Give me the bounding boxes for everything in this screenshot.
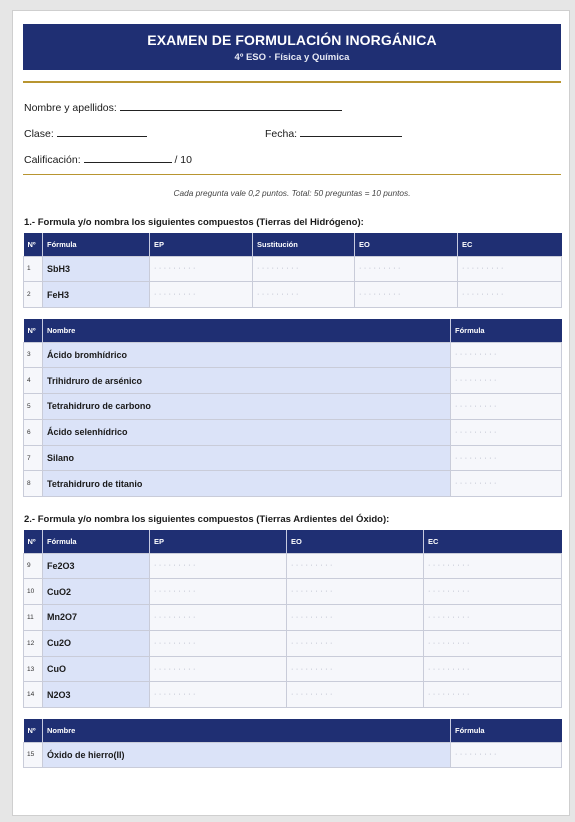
question-number: 4 (24, 368, 43, 394)
table-row (24, 553, 562, 579)
question-number: 1 (24, 256, 43, 282)
date-line[interactable] (300, 127, 402, 137)
answer-cell[interactable]: · · · · · · · · · (458, 282, 562, 308)
answer-cell[interactable]: · · · · · · · · · (150, 579, 287, 605)
col-header: EC (424, 530, 562, 553)
table-row (24, 579, 562, 605)
table-row (24, 605, 562, 631)
grade-label: Calificación: (24, 154, 81, 166)
col-header: Sustitución (253, 233, 355, 256)
answer-cell[interactable]: · · · · · · · · · (287, 605, 424, 631)
col-header: Nº (24, 530, 43, 553)
compound-name: Ácido bromhídrico (43, 342, 451, 368)
answer-cell[interactable]: · · · · · · · · · (355, 282, 458, 308)
col-header: EP (150, 233, 253, 256)
exam-title: EXAMEN DE FORMULACIÓN INORGÁNICA (147, 32, 437, 48)
answer-cell[interactable]: · · · · · · · · · (424, 553, 562, 579)
table-row (24, 471, 562, 497)
answer-cell[interactable]: · · · · · · · · · (355, 256, 458, 282)
class-label: Clase: (24, 128, 54, 140)
compound-formula: FeH3 (43, 282, 150, 308)
col-header: EC (458, 233, 562, 256)
col-header: Nº (24, 233, 43, 256)
col-header: EO (355, 233, 458, 256)
table-row (24, 394, 562, 420)
col-header: Nº (24, 719, 43, 742)
grade-field (24, 153, 192, 166)
question-number: 2 (24, 282, 43, 308)
table-row (24, 656, 562, 682)
compound-formula: Cu2O (43, 630, 150, 656)
s2-formula-table (23, 530, 562, 708)
compound-name: Óxido de hierro(II) (43, 742, 451, 768)
answer-cell[interactable]: · · · · · · · · · (451, 471, 562, 497)
section2-title: 2.- Formula y/o nombra los siguientes compuestos (Tierras Ardientes del Óxido): (24, 514, 390, 525)
col-header: Nombre (43, 319, 451, 342)
question-number: 10 (24, 579, 43, 605)
question-number: 6 (24, 419, 43, 445)
exam-header (23, 24, 561, 70)
name-label: Nombre y apellidos: (24, 102, 117, 114)
answer-cell[interactable]: · · · · · · · · · (150, 630, 287, 656)
table-row (24, 368, 562, 394)
answer-cell[interactable]: · · · · · · · · · (287, 656, 424, 682)
col-header: Nombre (43, 719, 451, 742)
answer-cell[interactable]: · · · · · · · · · (424, 579, 562, 605)
answer-cell[interactable]: · · · · · · · · · (451, 368, 562, 394)
compound-name: Trihidruro de arsénico (43, 368, 451, 394)
answer-cell[interactable]: · · · · · · · · · (287, 553, 424, 579)
table-row (24, 342, 562, 368)
answer-cell[interactable]: · · · · · · · · · (150, 282, 253, 308)
table-row (24, 256, 562, 282)
col-header: Fórmula (451, 319, 562, 342)
answer-cell[interactable]: · · · · · · · · · (150, 256, 253, 282)
section1-title: 1.- Formula y/o nombra los siguientes compuestos (Tierras del Hidrógeno): (24, 217, 364, 228)
compound-formula: N2O3 (43, 682, 150, 708)
compound-formula: Fe2O3 (43, 553, 150, 579)
answer-cell[interactable]: · · · · · · · · · (451, 394, 562, 420)
question-number: 8 (24, 471, 43, 497)
s1-name-table (23, 319, 562, 497)
answer-cell[interactable]: · · · · · · · · · (458, 256, 562, 282)
answer-cell[interactable]: · · · · · · · · · (287, 682, 424, 708)
compound-formula: Mn2O7 (43, 605, 150, 631)
class-field (24, 127, 147, 140)
compound-formula: SbH3 (43, 256, 150, 282)
answer-cell[interactable]: · · · · · · · · · (424, 605, 562, 631)
answer-cell[interactable]: · · · · · · · · · (451, 419, 562, 445)
answer-cell[interactable]: · · · · · · · · · (150, 656, 287, 682)
name-field (24, 101, 342, 114)
answer-cell[interactable]: · · · · · · · · · (253, 282, 355, 308)
table-row (24, 419, 562, 445)
table-row (24, 445, 562, 471)
col-header: Fórmula (43, 530, 150, 553)
col-header: Fórmula (451, 719, 562, 742)
exam-subtitle: 4º ESO · Física y Química (234, 52, 350, 63)
answer-cell[interactable]: · · · · · · · · · (451, 342, 562, 368)
answer-cell[interactable]: · · · · · · · · · (424, 656, 562, 682)
scoring-note: Cada pregunta vale 0,2 puntos. Total: 50 preguntas = 10 puntos. (173, 188, 411, 198)
table-row (24, 682, 562, 708)
compound-formula: CuO2 (43, 579, 150, 605)
answer-cell[interactable]: · · · · · · · · · (451, 445, 562, 471)
date-field (265, 127, 402, 140)
question-number: 3 (24, 342, 43, 368)
question-number: 14 (24, 682, 43, 708)
question-number: 13 (24, 656, 43, 682)
answer-cell[interactable]: · · · · · · · · · (424, 630, 562, 656)
question-number: 7 (24, 445, 43, 471)
header-divider (23, 81, 561, 83)
question-number: 15 (24, 742, 43, 768)
fields-divider (23, 174, 561, 175)
grade-line[interactable] (84, 153, 172, 163)
grade-suffix: / 10 (174, 154, 192, 166)
date-label: Fecha: (265, 128, 298, 140)
question-number: 9 (24, 553, 43, 579)
col-header: Fórmula (43, 233, 150, 256)
answer-cell[interactable]: · · · · · · · · · (253, 256, 355, 282)
compound-name: Tetrahidruro de titanio (43, 471, 451, 497)
class-line[interactable] (57, 127, 147, 137)
compound-name: Ácido selenhídrico (43, 419, 451, 445)
col-header: EP (150, 530, 287, 553)
table-row (24, 742, 562, 768)
s1-formula-table (23, 233, 562, 308)
question-number: 12 (24, 630, 43, 656)
col-header: Nº (24, 319, 43, 342)
answer-cell[interactable]: · · · · · · · · · (451, 742, 562, 768)
name-line[interactable] (120, 101, 342, 111)
s2-name-table (23, 719, 562, 768)
table-row (24, 282, 562, 308)
answer-cell[interactable]: · · · · · · · · · (424, 682, 562, 708)
answer-cell[interactable]: · · · · · · · · · (150, 553, 287, 579)
answer-cell[interactable]: · · · · · · · · · (287, 579, 424, 605)
exam-page (12, 10, 570, 816)
compound-formula: CuO (43, 656, 150, 682)
answer-cell[interactable]: · · · · · · · · · (287, 630, 424, 656)
compound-name: Silano (43, 445, 451, 471)
table-row (24, 630, 562, 656)
answer-cell[interactable]: · · · · · · · · · (150, 605, 287, 631)
col-header: EO (287, 530, 424, 553)
compound-name: Tetrahidruro de carbono (43, 394, 451, 420)
question-number: 5 (24, 394, 43, 420)
question-number: 11 (24, 605, 43, 631)
answer-cell[interactable]: · · · · · · · · · (150, 682, 287, 708)
